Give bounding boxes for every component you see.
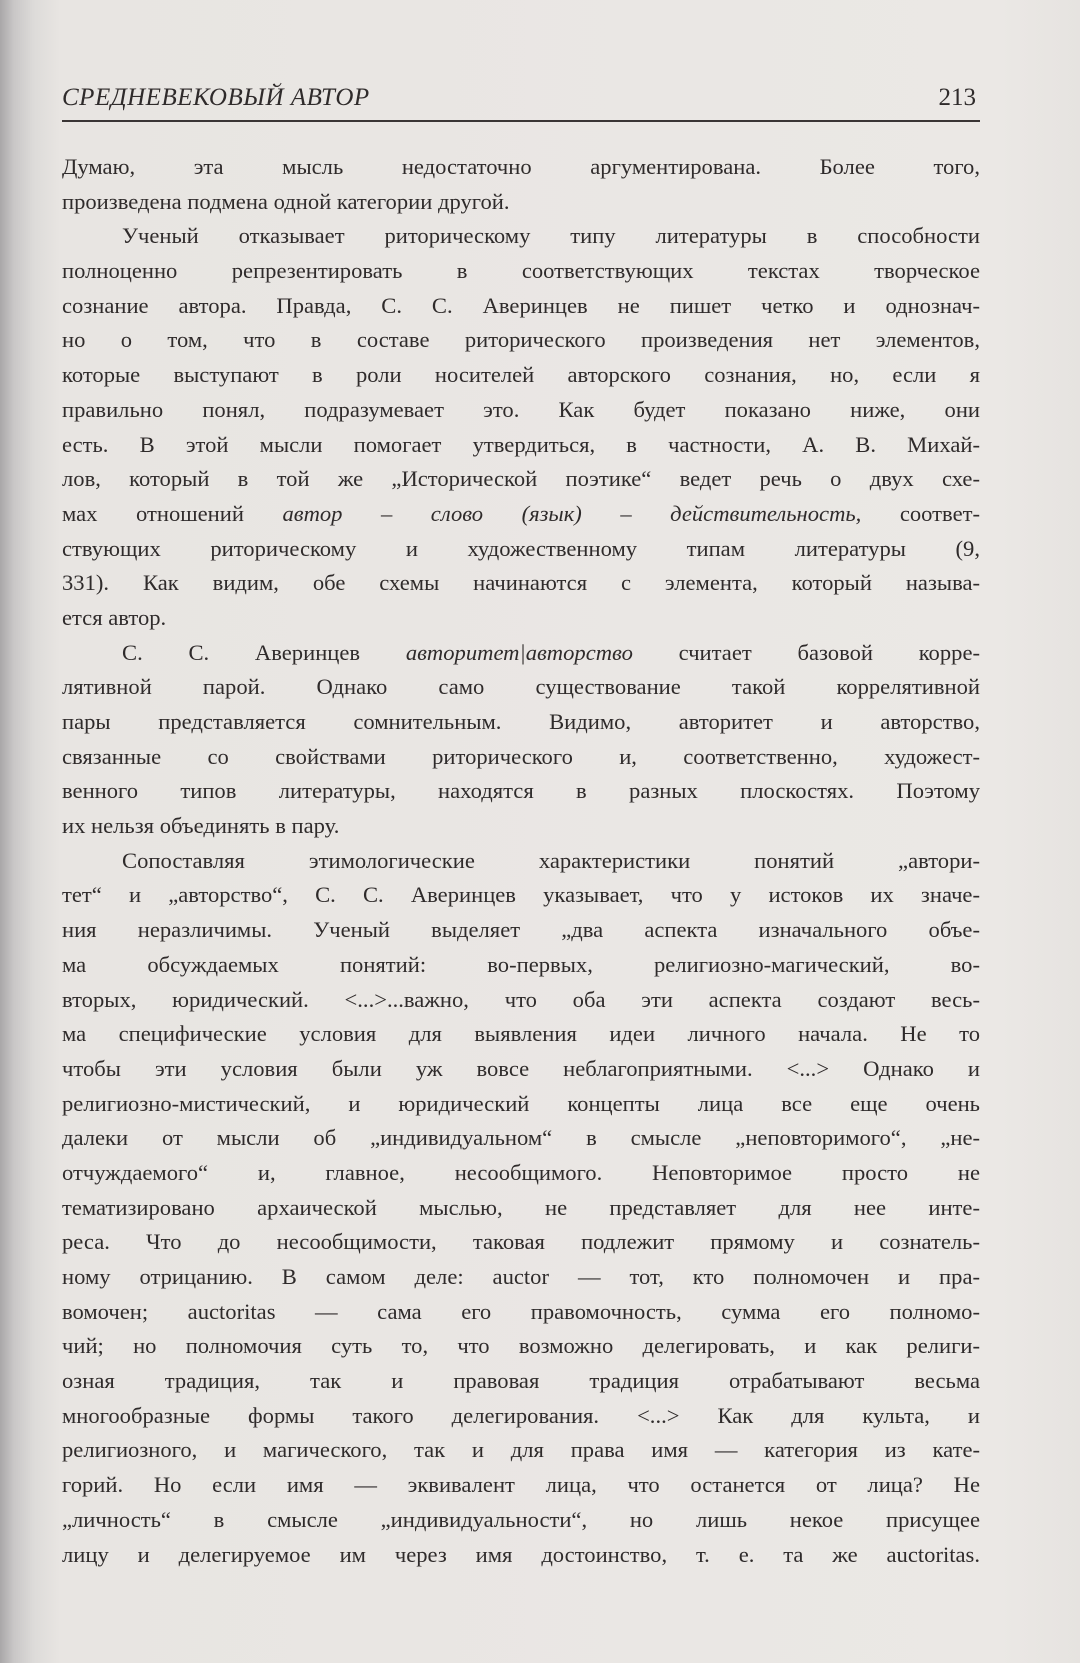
text-line: есть. В этой мысли помогает утвердиться, в частности, А. В. Михай- (62, 431, 980, 457)
text-line: вторых, юридический. <...>...важно, что оба эти аспекта создают весь- (62, 986, 980, 1012)
paragraph (62, 150, 980, 219)
text-line: Думаю, эта мысль недостаточно аргументирована. Более того, (62, 154, 980, 179)
text-line: многообразные формы такого делегирования. <...> Как для культа, и (62, 1402, 980, 1428)
text-line: озная традиция, так и правовая традиция отрабатывают весьма (62, 1368, 980, 1394)
text-line: полноценно репрезентировать в соответствующих текстах творческое (62, 258, 980, 284)
text-line: ется автор. (62, 604, 167, 630)
text-line: 331). Как видим, обе схемы начинаются с элемента, который называ- (62, 570, 980, 596)
paragraph (62, 844, 980, 1572)
running-head (62, 82, 980, 122)
text-line: чтобы эти условия были уж вовсе неблагоприятными. <...> Однако и (62, 1055, 980, 1081)
text-line: Ученый отказывает риторическому типу литературы в способности (122, 223, 980, 249)
text-line: лицу и делегируемое им через имя достоинство, т. е. та же auctoritas. (62, 1541, 980, 1567)
text-line: отчуждаемого“ и, главное, несообщимого. Неповторимое просто не (62, 1159, 980, 1185)
page-number: 213 (938, 84, 976, 111)
text-line: Сопоставляя этимологические характеристики понятий „автори- (122, 847, 980, 873)
text-line: тематизировано архаической мыслью, не представляет для нее инте- (62, 1194, 980, 1220)
paragraph (62, 219, 980, 635)
italic-term: автор – слово (язык) – действительность, (282, 500, 862, 526)
paragraph (62, 636, 980, 844)
text-line: вомочен; auctoritas — сама его правомочность, сумма его полномо- (62, 1298, 980, 1324)
text-line: которые выступают в роли носителей авторского сознания, но, если я (62, 362, 980, 388)
text-line: правильно понял, подразумевает это. Как будет показано ниже, они (62, 396, 980, 422)
body-text (62, 150, 980, 1572)
text-line: связанные со свойствами риторического и, соответственно, художест- (62, 743, 980, 769)
text-line: далеки от мысли об „индивидуальном“ в смысле „неповторимого“, „не- (62, 1125, 980, 1151)
italic-term: авторитет|авторство (405, 639, 633, 665)
text-line: С. С. Аверинцев авторитет|авторство считает базовой корре- (122, 639, 980, 665)
text-line: реса. Что до несообщимости, таковая подлежит прямому и сознатель- (62, 1229, 980, 1255)
text-line: религиозно-мистический, и юридический концепты лица все еще очень (62, 1090, 980, 1116)
text-line: мах отношений автор – слово (язык) – действительность, соответ- (62, 500, 981, 526)
text-line: ма специфические условия для выявления идеи личного начала. Не то (62, 1021, 980, 1047)
text-line: ния неразличимы. Ученый выделяет „два аспекта изначального объе- (62, 917, 980, 943)
text-line: произведена подмена одной категории другой. (62, 188, 510, 214)
text-line: чий; но полномочия суть то, что возможно делегировать, и как религи- (62, 1333, 980, 1359)
text-line: лов, который в той же „Исторической поэтике“ ведет речь о двух схе- (62, 466, 980, 492)
text-line: горий. Но если имя — эквивалент лица, что останется от лица? Не (62, 1472, 980, 1498)
text-line: религиозного, и магического, так и для права имя — категория из кате- (62, 1437, 980, 1463)
text-line: ному отрицанию. В самом деле: auctor — тот, кто полномочен и пра- (62, 1264, 980, 1289)
text-line: „личность“ в смысле „индивидуальности“, но лишь некое присущее (62, 1506, 980, 1532)
text-line: лятивной парой. Однако само существование такой коррелятивной (62, 674, 980, 700)
text-line: пары представляется сомнительным. Видимо, авторитет и авторство, (62, 709, 980, 734)
text-line: их нельзя объединять в пару. (62, 813, 340, 839)
text-line: ствующих риторическому и художественному типам литературы (9, (62, 535, 980, 561)
text-line: но о том, что в составе риторического произведения нет элементов, (62, 327, 980, 353)
running-title: СРЕДНЕВЕКОВЫЙ АВТОР (62, 84, 370, 111)
text-line: ма обсуждаемых понятий: во-первых, религиозно-магический, во- (62, 951, 980, 977)
text-line: тет“ и „авторство“, С. С. Аверинцев указывает, что у истоков их значе- (62, 882, 980, 908)
text-line: венного типов литературы, находятся в разных плоскостях. Поэтому (62, 778, 980, 804)
text-line: сознание автора. Правда, С. С. Аверинцев не пишет четко и однознач- (62, 292, 980, 318)
